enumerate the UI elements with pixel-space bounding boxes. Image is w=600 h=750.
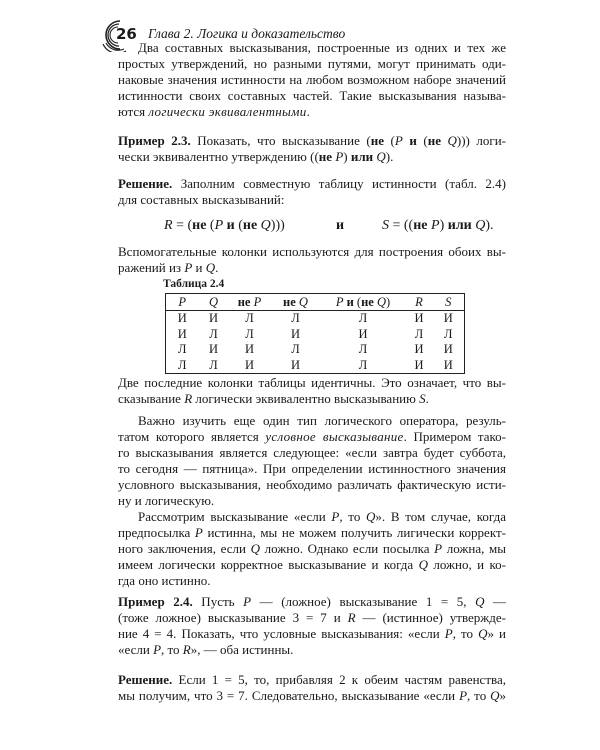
- text-run: , то: [467, 688, 491, 703]
- text-run: = (: [172, 218, 193, 233]
- formula-conjunction: и: [336, 218, 345, 233]
- truth-value-cell: И: [177, 311, 187, 326]
- truth-value-cell: Л: [444, 326, 453, 341]
- bold-text: не: [370, 133, 384, 148]
- column-header: [199, 294, 229, 311]
- math-variable: P: [335, 149, 344, 164]
- math-variable: S: [445, 294, 452, 309]
- table-header-row: [166, 294, 465, 311]
- text-run: ну и логическую.: [118, 493, 215, 508]
- text-run: Вспомогательные колонки используются для построения обоих вы-: [118, 244, 506, 259]
- text-line: [118, 626, 506, 642]
- text-run: Важно изучить еще один тип логического оператора, резуль-: [138, 413, 506, 428]
- math-variable: Q: [376, 294, 386, 309]
- math-variable: P: [431, 218, 440, 233]
- text-line: [118, 375, 506, 391]
- bold-text: или: [350, 149, 374, 164]
- text-run: наковые значения истинности на любом возможном наборе значений: [118, 72, 506, 87]
- text-run: имеем логически корректное высказывание и когда: [118, 557, 419, 572]
- text-line: [118, 509, 506, 525]
- truth-value-cell: И: [414, 357, 424, 372]
- column-header: [271, 294, 321, 311]
- math-variable: P: [331, 509, 340, 524]
- math-variable: P: [444, 626, 453, 641]
- bold-text: или: [447, 218, 472, 233]
- paragraph-if-p-then-q: [118, 509, 506, 589]
- truth-value-cell: Л: [291, 311, 300, 326]
- text-run: », — оба истинны.: [190, 642, 294, 657]
- text-run: ))) логи-: [456, 133, 507, 148]
- text-run: ложна, мы: [442, 541, 506, 556]
- bold-text: не: [318, 149, 333, 164]
- text-line: [118, 445, 506, 461]
- bold-text: Пример 2.4.: [118, 594, 193, 609]
- formula-r: [164, 218, 285, 234]
- text-line: [118, 149, 506, 165]
- text-run: ): [343, 149, 351, 164]
- example-2-4: [118, 594, 506, 658]
- text-line: [118, 56, 506, 72]
- math-variable: P: [434, 541, 443, 556]
- truth-value-cell: И: [414, 342, 424, 357]
- truth-value-cell: И: [443, 342, 453, 357]
- math-variable: Q: [447, 133, 457, 148]
- text-run: ». В том случае, когда: [375, 509, 506, 524]
- text-line: [118, 610, 506, 626]
- truth-value-cell: И: [208, 311, 219, 326]
- paragraph-conditional-statement: [118, 413, 506, 509]
- truth-value-cell: Л: [245, 311, 254, 326]
- text-run: Две последние колонки таблицы идентичны. Это означает, что вы-: [118, 375, 506, 390]
- emphasis-text: логически эквивалентными: [148, 104, 307, 119]
- solution-2-3: [118, 176, 506, 208]
- math-variable: R: [347, 610, 356, 625]
- math-variable: Q: [478, 626, 488, 641]
- truth-value-cell: И: [177, 326, 187, 341]
- math-variable: P: [243, 594, 252, 609]
- text-run: , то: [452, 626, 479, 641]
- text-run: мы получим, что 3 = 7. Следовательно, высказывание «если: [118, 688, 460, 703]
- math-variable: P: [184, 260, 193, 275]
- text-run: (тоже ложное) высказывание 3 = 7 и: [118, 610, 348, 625]
- truth-value-cell: Л: [209, 326, 218, 341]
- math-variable: Q: [475, 594, 485, 609]
- text-line: [118, 104, 506, 120]
- truth-value-cell: И: [244, 342, 255, 357]
- text-run: ложно, и ко-: [427, 557, 507, 572]
- text-line: [118, 688, 506, 704]
- truth-value-cell: Л: [291, 342, 300, 357]
- text-run: ного заключения, если: [118, 541, 251, 556]
- text-line: [118, 525, 506, 541]
- table-row: [166, 327, 465, 343]
- bold-text: не: [192, 218, 207, 233]
- math-variable: Q: [298, 294, 308, 309]
- text-run: Два составных высказывания, построенные из одних и тех же: [138, 40, 506, 55]
- text-run: чески эквивалентно утверждению ((: [118, 149, 319, 164]
- example-2-3: [118, 133, 506, 165]
- text-run: Пусть: [192, 594, 244, 609]
- table-row: [166, 358, 465, 374]
- bold-text: не: [237, 294, 251, 309]
- solution-2-4: [118, 672, 506, 704]
- math-variable: P: [335, 294, 344, 309]
- text-run: истинности своих составных частей. Такие высказывания называ-: [118, 88, 506, 103]
- truth-value-cell: Л: [358, 311, 368, 326]
- text-line: [118, 40, 506, 56]
- text-run: татом которого является: [118, 429, 266, 444]
- text-run: для составных высказываний:: [118, 192, 285, 207]
- chapter-title: Глава 2. Логика и доказательство: [148, 26, 346, 41]
- text-line: [118, 642, 506, 658]
- text-run: (: [384, 133, 395, 148]
- paragraph-columns-identical: [118, 375, 506, 407]
- page-number: 26: [116, 25, 137, 43]
- text-line: [118, 244, 506, 260]
- text-line: [118, 573, 506, 589]
- math-variable: R: [164, 218, 173, 233]
- math-variable: Q: [260, 218, 271, 233]
- text-line: [118, 557, 506, 573]
- text-run: гда оно истинно.: [118, 573, 211, 588]
- text-run: (: [416, 133, 428, 148]
- text-run: ).: [385, 149, 394, 164]
- column-header: [166, 294, 199, 311]
- math-variable: Q: [376, 149, 386, 164]
- text-run: , то: [339, 509, 367, 524]
- text-run: ): [439, 218, 448, 233]
- truth-value-cell: Л: [178, 357, 187, 372]
- text-run: .: [215, 260, 219, 275]
- truth-value-cell: И: [414, 311, 424, 326]
- truth-value-cell: И: [443, 311, 453, 326]
- text-run: Рассмотрим высказывание «если: [138, 509, 332, 524]
- text-run: Заполним совместную таблицу истинности (табл. 2.4): [172, 176, 506, 191]
- math-variable: P: [253, 294, 262, 309]
- math-variable: P: [214, 218, 224, 233]
- column-header: [321, 294, 406, 311]
- bold-text: и: [346, 294, 354, 309]
- text-line: [118, 88, 506, 104]
- text-run: предпосылка: [118, 525, 195, 540]
- math-variable: Q: [490, 688, 500, 703]
- math-variable: P: [459, 688, 468, 703]
- text-line: [118, 192, 506, 208]
- truth-value-cell: Л: [245, 326, 254, 341]
- truth-value-cell: Л: [358, 342, 368, 357]
- column-header: [433, 294, 465, 311]
- bold-text: и: [226, 218, 235, 233]
- math-variable: R: [415, 294, 423, 309]
- text-line: [118, 541, 506, 557]
- truth-value-cell: И: [290, 357, 301, 372]
- text-run: ))): [270, 218, 285, 233]
- table-row: [166, 342, 465, 358]
- math-variable: R: [182, 642, 191, 657]
- text-run: .: [425, 391, 429, 406]
- bold-text: не: [413, 218, 428, 233]
- text-run: = ((: [389, 218, 414, 233]
- paragraph-auxiliary-columns: [118, 244, 506, 276]
- text-run: истинна, мы не можем получить лигически коррект-: [202, 525, 506, 540]
- truth-value-cell: И: [443, 357, 453, 372]
- bold-text: не: [361, 294, 374, 309]
- text-run: ложно. Однако если посылка: [259, 541, 435, 556]
- bold-text: Решение.: [118, 672, 173, 687]
- table-row: [166, 311, 465, 327]
- column-header: [229, 294, 271, 311]
- bold-text: не: [283, 294, 296, 309]
- math-variable: Q: [250, 541, 260, 556]
- text-run: Если 1 = 5, то, прибавляя 2 к обеим частям равенства,: [172, 672, 506, 687]
- bold-text: и: [409, 133, 417, 148]
- text-run: ние 4 = 4. Показать, что условные высказывания: «если: [118, 626, 445, 641]
- text-run: ражений из: [118, 260, 185, 275]
- text-run: . Примером тако-: [403, 429, 506, 444]
- bold-text: Пример 2.3.: [118, 133, 191, 148]
- text-run: (: [206, 218, 215, 233]
- text-run: го высказывания является следующее: «если завтра будет суббота,: [118, 445, 506, 460]
- text-run: Показать, что высказывание (: [190, 133, 371, 148]
- text-run: .: [306, 104, 310, 119]
- text-run: » и: [487, 626, 506, 641]
- text-run: простых утверждений, но разными путями, могут принимать оди-: [118, 56, 506, 71]
- text-line: [118, 461, 506, 477]
- truth-value-cell: Л: [178, 342, 187, 357]
- math-variable: P: [178, 294, 187, 309]
- text-run: сказывание: [118, 391, 185, 406]
- math-variable: P: [194, 525, 203, 540]
- text-run: то сегодня — пятница». При определении истинностного значения: [118, 461, 506, 476]
- math-variable: S: [419, 391, 426, 406]
- math-variable: Q: [475, 218, 486, 233]
- truth-value-cell: И: [290, 326, 301, 341]
- text-line: [118, 493, 506, 509]
- truth-value-cell: Л: [358, 357, 368, 372]
- text-run: »: [499, 688, 506, 703]
- paragraph-logical-equivalence: [118, 40, 506, 120]
- math-variable: Q: [418, 557, 428, 572]
- text-run: логически эквивалентно высказыванию: [192, 391, 420, 406]
- text-line: [118, 133, 506, 149]
- text-run: и: [192, 260, 206, 275]
- text-line: [118, 413, 506, 429]
- column-header: [406, 294, 433, 311]
- text-run: ).: [485, 218, 494, 233]
- truth-value-cell: Л: [209, 357, 218, 372]
- emphasis-text: условное высказывание: [265, 429, 404, 444]
- bold-text: Решение.: [118, 176, 173, 191]
- text-run: — (истинное) утвержде-: [355, 610, 506, 625]
- text-line: [118, 176, 506, 192]
- text-run: ): [386, 294, 391, 309]
- truth-value-cell: И: [358, 326, 368, 341]
- text-line: [118, 429, 506, 445]
- truth-table: [165, 293, 465, 374]
- math-variable: P: [394, 133, 403, 148]
- formula-s: [382, 218, 494, 234]
- truth-value-cell: И: [208, 342, 219, 357]
- truth-value-cell: Л: [414, 326, 424, 341]
- text-run: —: [484, 594, 507, 609]
- text-line: [118, 672, 506, 688]
- text-line: [118, 594, 506, 610]
- bold-text: не: [242, 218, 258, 233]
- text-run: — (ложное) высказывание 1 = 5,: [251, 594, 476, 609]
- text-run: (: [353, 294, 362, 309]
- math-variable: P: [153, 642, 162, 657]
- math-variable: Q: [208, 294, 219, 309]
- bold-text: не: [427, 133, 441, 148]
- text-line: [118, 391, 506, 407]
- text-run: «если: [118, 642, 154, 657]
- truth-value-cell: И: [244, 357, 255, 372]
- table-caption: Таблица 2.4: [163, 278, 225, 290]
- text-run: ются: [118, 104, 149, 119]
- math-variable: Q: [205, 260, 216, 275]
- text-line: [118, 72, 506, 88]
- math-variable: S: [382, 218, 389, 233]
- math-variable: Q: [366, 509, 376, 524]
- text-line: [118, 260, 506, 276]
- math-variable: R: [184, 391, 193, 406]
- text-run: (: [234, 218, 243, 233]
- text-run: , то: [161, 642, 183, 657]
- text-run: условного высказывания, необходимо различать фактическую исти-: [118, 477, 506, 492]
- text-line: [118, 477, 506, 493]
